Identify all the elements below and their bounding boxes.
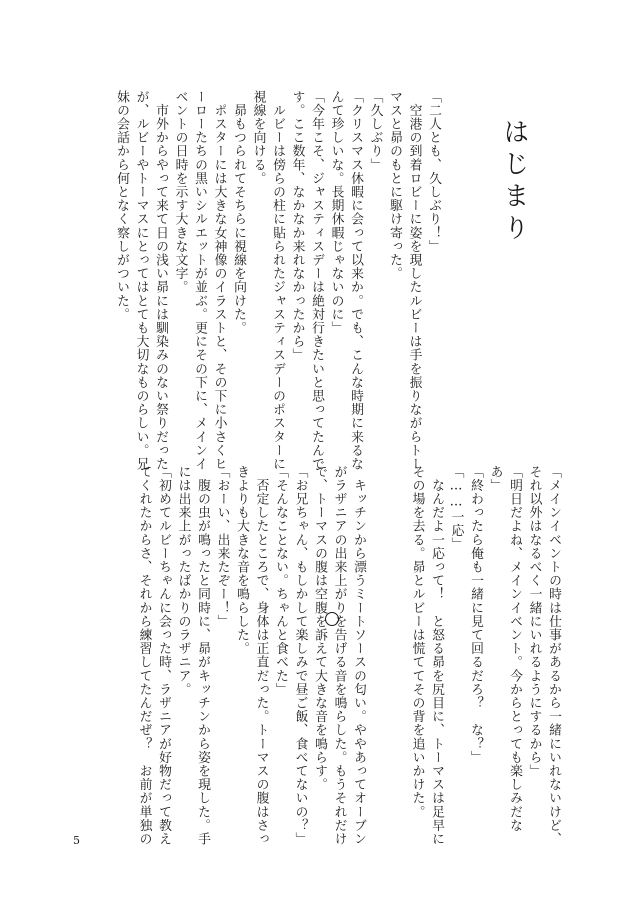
- text-line: ベントの日時を示す大きな文字。: [172, 90, 188, 294]
- text-line: 空港の到着ロビーに姿を現したルビーは手を振りながらトー: [406, 90, 422, 471]
- text-line: てくれたからさ、それから練習してたんだぜ？ お前が単独の: [136, 465, 152, 846]
- text-line: きよりも大きな音を鳴らした。: [234, 465, 249, 656]
- text-line: 腹の虫が鳴ったと同時に、昴がキッチンから姿を現した。手: [195, 465, 210, 846]
- text-line: 「お兄ちゃん、もしかして楽しみで昼ご飯、食べてないの？」: [292, 465, 308, 846]
- text-line: その場を去る。昴とルビーは慌ててその背を追いかけた。: [409, 465, 425, 819]
- text-line: [368, 465, 388, 810]
- text-line: 「二人とも、久しぶり！」: [426, 90, 441, 254]
- text-line: 「……一応」: [448, 465, 464, 551]
- page-number: 5: [73, 834, 80, 847]
- text-line: 「クリスマス休暇に会って以来か。でも、こんな時期に来るな: [348, 90, 363, 471]
- lower-text-block: [134, 465, 563, 846]
- text-line: マスと昴のもとに駆け寄った。: [387, 90, 402, 281]
- text-line: 「メインイベントの時は仕事があるから一緒にいれないけど、: [546, 465, 561, 846]
- text-line: 昴もつられてそちらに視線を向けた。: [231, 90, 246, 335]
- text-line: 「そんなことない。ちゃんと食べた」: [273, 465, 288, 697]
- text-line: 「明日だよね、メインイベント。今からとっても楽しみだな: [507, 465, 522, 833]
- text-line: 妹の会話から何となく察しがついた。: [114, 90, 129, 322]
- text-line: ポスターには大きな女神像のイラストと、その下に小さくヒ: [211, 90, 227, 471]
- text-line: それ以外はなるべく一緒にいれるようにするから」: [526, 465, 542, 778]
- text-line: には出来上がったばかりのラザニア。: [175, 465, 191, 697]
- text-line: 否定したところで、身体は正直だった。トーマスの腹はさっ: [253, 465, 269, 846]
- upper-text-block: [112, 90, 444, 471]
- text-line: 「今年こそ、ジャスティスデーは絶対行きたいと思ってたんで: [309, 90, 324, 471]
- text-line: 「終わったら俺も一緒に見て回るだろ？ な？」: [468, 465, 483, 765]
- text-line: キッチンから漂うミートソースの匂い。ややあってオーブン: [351, 465, 366, 846]
- text-line: 市外からやって来て日の浅い昴には馴染みのない祭りだった: [153, 90, 168, 471]
- text-line: なんだよ一応って！ と怒る昴を尻目に、トーマスは足早に: [429, 465, 444, 846]
- text-line: で、トーマスの腹は空腹を訴えて大きな音を鳴らす。: [312, 465, 327, 792]
- text-line: 視線を向ける。: [250, 90, 266, 186]
- text-line: 「久しぶり」: [367, 90, 383, 172]
- text-line: [388, 465, 408, 810]
- chapter-title: はじまり: [499, 118, 529, 246]
- text-line: がラザニアの出来上がりを告げる音を鳴らした。もうそれだけ: [331, 465, 347, 846]
- text-line: あ」: [487, 465, 503, 493]
- text-line: 「おーい、出来たぞー！」: [214, 465, 230, 629]
- text-line: 「初めてルビーちゃんに会った時、ラザニアが好物だって教え: [156, 465, 171, 846]
- text-line: す。ここ数年、なかなか来れなかったから」: [289, 90, 305, 362]
- text-line: ーローたちの黒いシルエットが並ぶ。更にその下に、メインイ: [192, 90, 207, 471]
- text-line: が、ルビーやトーマスにとってはとても大切なものらしい。兄: [133, 90, 149, 471]
- text-line: んて珍しいな。長期休暇じゃないのに」: [328, 90, 344, 335]
- text-line: ルビーは傍らの柱に貼られたジャスティスデーのポスターに: [270, 90, 285, 471]
